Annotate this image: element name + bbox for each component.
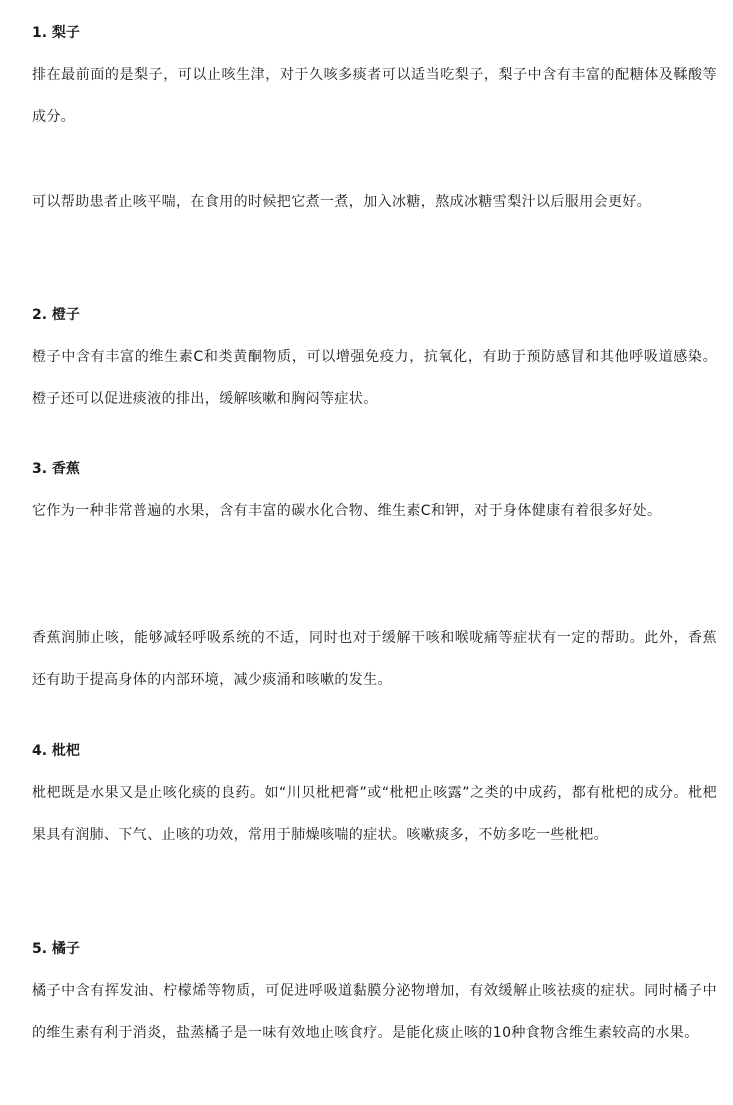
- paragraph-orange-1: 橙子中含有丰富的维生素C和类黄酮物质，可以增强免疫力，抗氧化，有助于预防感冒和其他呼吸道感染。橙子还可以促进痰液的排出，缓解咳嗽和胸闷等症状。: [32, 349, 717, 407]
- section-heading-banana: 3. 香蕉: [32, 461, 80, 477]
- paragraph-pear-2: 可以帮助患者止咳平喘，在食用的时候把它煮一煮，加入冰糖，熬成冰糖雪梨汁以后服用会更好。: [32, 194, 652, 210]
- section-heading-pear: 1. 梨子: [32, 25, 80, 41]
- paragraph-banana-1: 它作为一种非常普遍的水果，含有丰富的碳水化合物、维生素C和钾，对于身体健康有着很多好处。: [32, 503, 662, 519]
- section-heading-tangerine: 5. 橘子: [32, 941, 80, 957]
- paragraph-banana-2: 香蕉润肺止咳，能够减轻呼吸系统的不适，同时也对于缓解干咳和喉咙痛等症状有一定的帮助。此外，香蕉还有助于提高身体的内部环境，减少痰涌和咳嗽的发生。: [32, 630, 717, 688]
- paragraph-pear-1: 排在最前面的是梨子，可以止咳生津，对于久咳多痰者可以适当吃梨子，梨子中含有丰富的配糖体及鞣酸等成分。: [32, 67, 717, 125]
- section-heading-orange: 2. 橙子: [32, 307, 80, 323]
- section-heading-loquat: 4. 枇杷: [32, 743, 80, 759]
- paragraph-tangerine-1: 橘子中含有挥发油、柠檬烯等物质，可促进呼吸道黏膜分泌物增加，有效缓解止咳祛痰的症状。同时橘子中的维生素有利于消炎，盐蒸橘子是一味有效地止咳食疗。是能化痰止咳的10种食物含维生素较高的水果。: [32, 983, 717, 1041]
- paragraph-loquat-1: 枇杷既是水果又是止咳化痰的良药。如“川贝枇杷膏”或“枇杷止咳露”之类的中成药，都有枇杷的成分。枇杷果具有润肺、下气、止咳的功效，常用于肺燥咳喘的症状。咳嗽痰多，不妨多吃一些枇杷。: [32, 785, 717, 843]
